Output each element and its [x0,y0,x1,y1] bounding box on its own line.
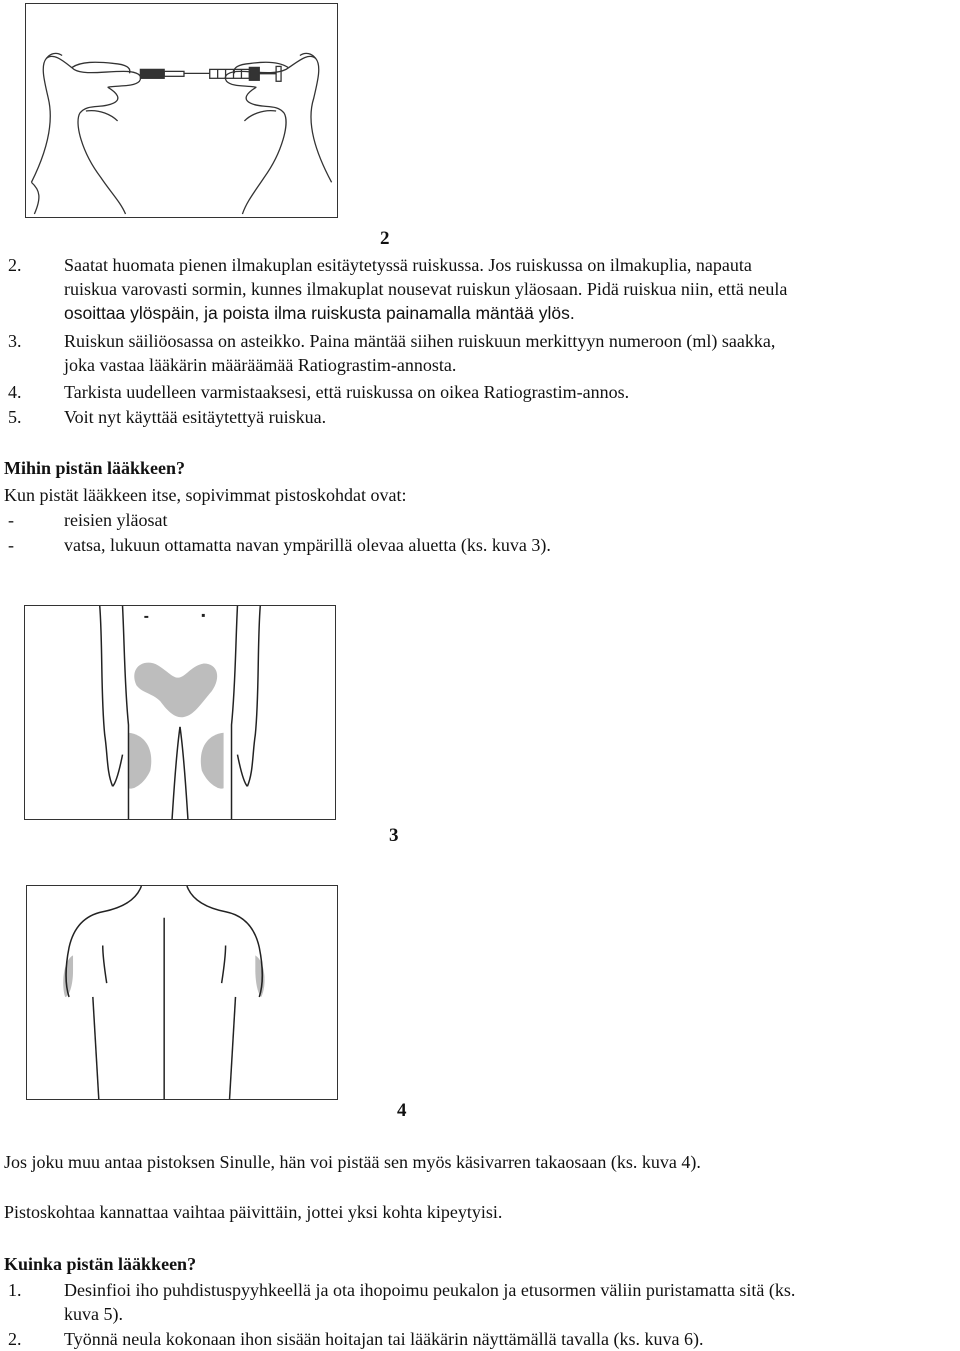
left-thigh-injection-area [128,733,151,789]
figure-2-label: 2 [380,228,390,249]
syringe-hands-illustration [26,4,337,217]
step-2-text: ruiskua varovasti sormin, kunnes ilmakuplat nousevat ruiskun yläosaan. Pidä ruiskua niin, että neula [64,279,788,299]
step-3-marker: 3. [8,331,22,351]
front-body-figure [24,605,336,820]
front-body-illustration [25,606,335,819]
abdomen-injection-area [134,663,217,718]
other-person-text: Jos joku muu antaa pistoksen Sinulle, hän voi pistää sen myös käsivarren takaosaan (ks. kuva 4). [4,1152,701,1172]
bullet-text: reisien yläosat [64,510,168,530]
syringe-figure [25,3,338,218]
how-heading: Kuinka pistän lääkkeen? [4,1254,197,1274]
right-thigh-injection-area [201,733,224,789]
how-step-2-marker: 2. [8,1329,22,1349]
where-intro: Kun pistät lääkkeen itse, sopivimmat pistoskohdat ovat: [4,485,407,505]
rotate-text: Pistoskohtaa kannattaa vaihtaa päivittäin, jottei yksi kohta kipeytyisi. [4,1202,503,1222]
where-heading: Mihin pistän lääkkeen? [4,458,186,478]
step-2-marker: 2. [8,255,22,275]
back-body-illustration [27,886,337,1099]
back-body-figure [26,885,338,1100]
bullet-marker: - [8,535,14,555]
step-4-text: Tarkista uudelleen varmistaaksesi, että ruiskussa on oikea Ratiograstim-annos. [64,382,630,402]
figure-3-label: 3 [389,825,399,846]
step-2-text: Saatat huomata pienen ilmakuplan esitäytetyssä ruiskussa. Jos ruiskussa on ilmakuplia, napauta [64,255,752,275]
figure-4-label: 4 [397,1100,407,1121]
how-step-1-text: kuva 5). [64,1304,123,1324]
step-3-text: joka vastaa lääkärin määräämää Ratiograstim-annosta. [64,355,457,375]
step-4-marker: 4. [8,382,22,402]
step-5-text: Voit nyt käyttää esitäytettyä ruiskua. [64,407,327,427]
step-3-text: Ruiskun säiliöosassa on asteikko. Paina mäntää siihen ruiskuun merkittyyn numeroon (ml) saakka, [64,331,776,351]
step-5-marker: 5. [8,407,22,427]
bullet-text: vatsa, lukuun ottamatta navan ympärillä olevaa aluetta (ks. kuva 3). [64,535,551,555]
step-2-text: osoittaa ylöspäin, ja poista ilma ruiskusta painamalla mäntää ylös. [64,303,575,323]
how-step-1-marker: 1. [8,1280,22,1300]
how-step-2-text: Työnnä neula kokonaan ihon sisään hoitajan tai lääkärin näyttämällä tavalla (ks. kuva 6). [64,1329,704,1349]
right-arm-injection-area [255,955,264,997]
bullet-marker: - [8,510,14,530]
how-step-1-text: Desinfioi iho puhdistuspyyhkeellä ja ota ihopoimu peukalon ja etusormen väliin puristamatta sitä (ks. [64,1280,796,1300]
